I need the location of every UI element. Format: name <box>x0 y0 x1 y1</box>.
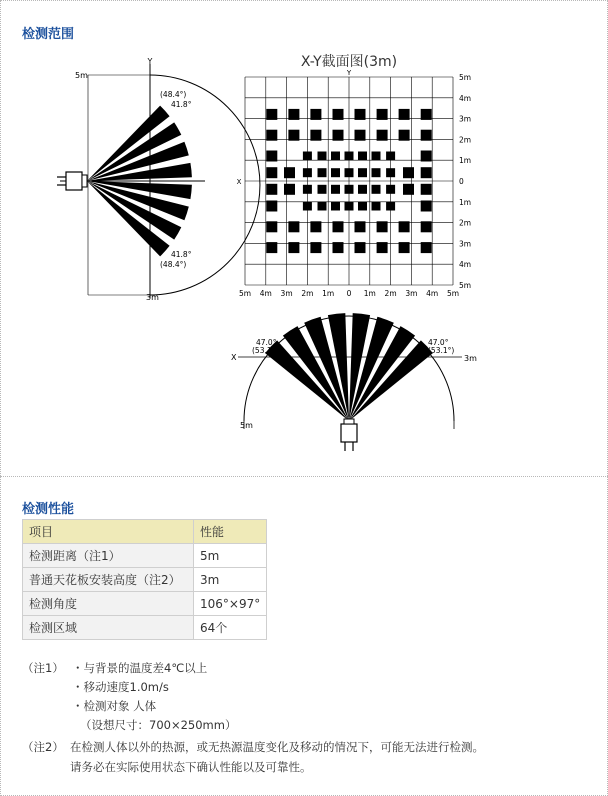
xy-bottom-tick: 2m <box>301 289 314 298</box>
side-bottom-distance: 3m <box>146 293 159 302</box>
detection-zone <box>310 109 321 120</box>
detection-zone <box>345 168 354 177</box>
detection-zone <box>331 202 340 211</box>
detection-zone <box>355 109 366 120</box>
front-left-distance: 5m <box>240 421 253 430</box>
note1-sub: （设想尺寸：700×250mm） <box>80 718 237 732</box>
detection-zone <box>386 168 395 177</box>
detection-zone <box>399 221 410 232</box>
detection-zone <box>266 221 277 232</box>
detection-zone <box>318 152 327 161</box>
detection-zone <box>358 185 367 194</box>
detection-zone <box>310 221 321 232</box>
detection-zone <box>377 242 388 253</box>
detection-zone <box>377 109 388 120</box>
note1-label: （注1） <box>22 661 64 675</box>
detection-zone <box>310 130 321 141</box>
front-sensor-icon <box>341 419 357 451</box>
front-angle-right: 47.0° <box>428 338 449 347</box>
spec-value: 64个 <box>194 616 267 640</box>
xy-bottom-tick: 4m <box>426 289 439 298</box>
detection-zone <box>266 201 277 212</box>
detection-zone <box>421 242 432 253</box>
detection-zone <box>358 168 367 177</box>
xy-right-tick: 2m <box>459 135 472 145</box>
detection-zone <box>284 167 295 178</box>
xy-right-tick: 5m <box>459 281 472 290</box>
detection-zone <box>303 202 312 211</box>
side-angle-top-outer: (48.4°) <box>160 90 187 99</box>
detection-zone <box>318 202 327 211</box>
side-y-label: Y <box>147 57 153 66</box>
detection-zone <box>288 242 299 253</box>
xy-right-tick: 1m <box>459 197 472 207</box>
table-row <box>23 568 267 592</box>
detection-zone <box>421 109 432 120</box>
detection-zone <box>310 242 321 253</box>
detection-zone <box>358 202 367 211</box>
spec-table <box>22 519 267 640</box>
detection-zone <box>421 130 432 141</box>
note1-line: ・与背景的温度差4℃以上 <box>72 661 208 675</box>
side-top-distance: 5m <box>75 71 88 80</box>
detection-zone <box>303 185 312 194</box>
xy-right-tick: 2m <box>459 218 472 228</box>
front-angle-left: 47.0° <box>256 338 277 347</box>
front-angle-left-paren: (53.1°) <box>252 346 279 355</box>
section-title-range: 检测范围 <box>22 27 75 42</box>
detection-zone <box>266 184 277 195</box>
detection-zone <box>421 221 432 232</box>
note2-line: 请务必在实际使用状态下确认性能以及可靠性。 <box>70 760 312 774</box>
detection-zone <box>331 152 340 161</box>
detection-zone <box>372 168 381 177</box>
side-angle-bottom-inner: 41.8° <box>171 250 192 259</box>
detection-zone <box>372 202 381 211</box>
detection-zone <box>345 185 354 194</box>
detection-zone <box>333 130 344 141</box>
detection-zone <box>399 242 410 253</box>
detection-zone <box>421 151 432 162</box>
detection-zone <box>421 184 432 195</box>
xy-bottom-tick: 4m <box>259 289 272 298</box>
spec-item: 检测区域 <box>23 616 194 640</box>
note2-line: 在检测人体以外的热源，或无热源温度变化及移动的情况下，可能无法进行检测。 <box>70 740 484 754</box>
xy-bottom-tick: 1m <box>322 289 335 298</box>
detection-zone <box>266 167 277 178</box>
front-x-label: X <box>231 353 237 362</box>
detection-zone <box>355 242 366 253</box>
xy-right-tick: 1m <box>459 156 472 166</box>
detection-zone <box>377 221 388 232</box>
detection-zone <box>345 152 354 161</box>
detection-zone <box>318 185 327 194</box>
detection-zone <box>303 152 312 161</box>
front-angle-right-paren: (53.1°) <box>428 346 455 355</box>
xy-bottom-tick: 3m <box>280 289 293 298</box>
xy-right-tick: 5m <box>459 73 472 82</box>
detection-zone <box>333 221 344 232</box>
xy-grid <box>245 77 453 285</box>
xy-bottom-tick: 5m <box>238 289 252 298</box>
detection-zone <box>266 109 277 120</box>
detection-zone <box>333 109 344 120</box>
front-detection-fan <box>265 313 433 421</box>
detection-zone <box>266 130 277 141</box>
detection-zone <box>288 221 299 232</box>
xy-right-tick: 4m <box>459 260 472 270</box>
detection-zone <box>331 168 340 177</box>
detection-zone <box>358 152 367 161</box>
spec-value: 5m <box>194 544 267 568</box>
xy-cross-section-diagram <box>237 53 471 298</box>
spec-header-value: 性能 <box>194 520 267 544</box>
detection-zone <box>421 167 432 178</box>
detection-zone <box>403 184 414 195</box>
detection-zone <box>331 185 340 194</box>
section-divider <box>0 476 608 477</box>
detection-zone <box>355 130 366 141</box>
note2-label: （注2） <box>22 740 64 754</box>
detection-zone <box>288 109 299 120</box>
side-angle-top-inner: 41.8° <box>171 100 192 109</box>
detection-zone <box>303 168 312 177</box>
xy-bottom-tick: 0 <box>346 289 352 298</box>
xy-bottom-tick: 2m <box>384 289 397 298</box>
xy-x-label: X <box>236 178 242 186</box>
detection-zone <box>372 152 381 161</box>
side-view-diagram <box>57 57 260 302</box>
detection-zone <box>266 151 277 162</box>
detection-zone <box>372 185 381 194</box>
detection-zone <box>421 201 432 212</box>
xy-bottom-tick: 5m <box>446 289 460 298</box>
side-angle-bottom-outer: (48.4°) <box>160 260 187 269</box>
front-right-distance: 3m <box>464 354 477 363</box>
xy-bottom-tick: 3m <box>405 289 418 298</box>
detection-zone <box>345 202 354 211</box>
xy-bottom-tick: 1m <box>363 289 376 298</box>
note1-line: ・检测对象 人体 <box>72 699 157 713</box>
detection-zone <box>399 109 410 120</box>
spec-item: 检测角度 <box>23 592 194 616</box>
table-row <box>23 616 267 640</box>
spec-value: 106°×97° <box>194 592 267 616</box>
table-row <box>23 592 267 616</box>
detection-zone <box>318 168 327 177</box>
spec-item: 检测距离（注1） <box>23 544 194 568</box>
detection-zone <box>266 242 277 253</box>
xy-right-tick: 3m <box>459 239 472 249</box>
detection-zone <box>355 221 366 232</box>
note1-line: ・移动速度1.0m/s <box>72 680 169 694</box>
xy-y-label: Y <box>346 69 352 77</box>
xy-right-tick: 3m <box>459 114 472 124</box>
xy-right-tick: 0 <box>459 177 464 186</box>
detection-zone <box>386 185 395 194</box>
table-row <box>23 544 267 568</box>
xy-title: X-Y截面图(3m) <box>300 54 398 70</box>
spec-item: 普通天花板安装高度（注2） <box>23 568 194 592</box>
detection-zone <box>399 130 410 141</box>
spec-header-item: 项目 <box>23 520 194 544</box>
detection-zone <box>386 202 395 211</box>
detection-zone <box>288 130 299 141</box>
front-view-diagram <box>231 313 477 451</box>
detection-zone <box>403 167 414 178</box>
detection-zone <box>333 242 344 253</box>
xy-right-tick: 4m <box>459 93 472 103</box>
spec-header-row <box>23 520 267 544</box>
detection-zone <box>284 184 295 195</box>
detection-zone <box>377 130 388 141</box>
spec-value: 3m <box>194 568 267 592</box>
detection-zone <box>386 152 395 161</box>
section-title-performance: 检测性能 <box>22 502 75 517</box>
